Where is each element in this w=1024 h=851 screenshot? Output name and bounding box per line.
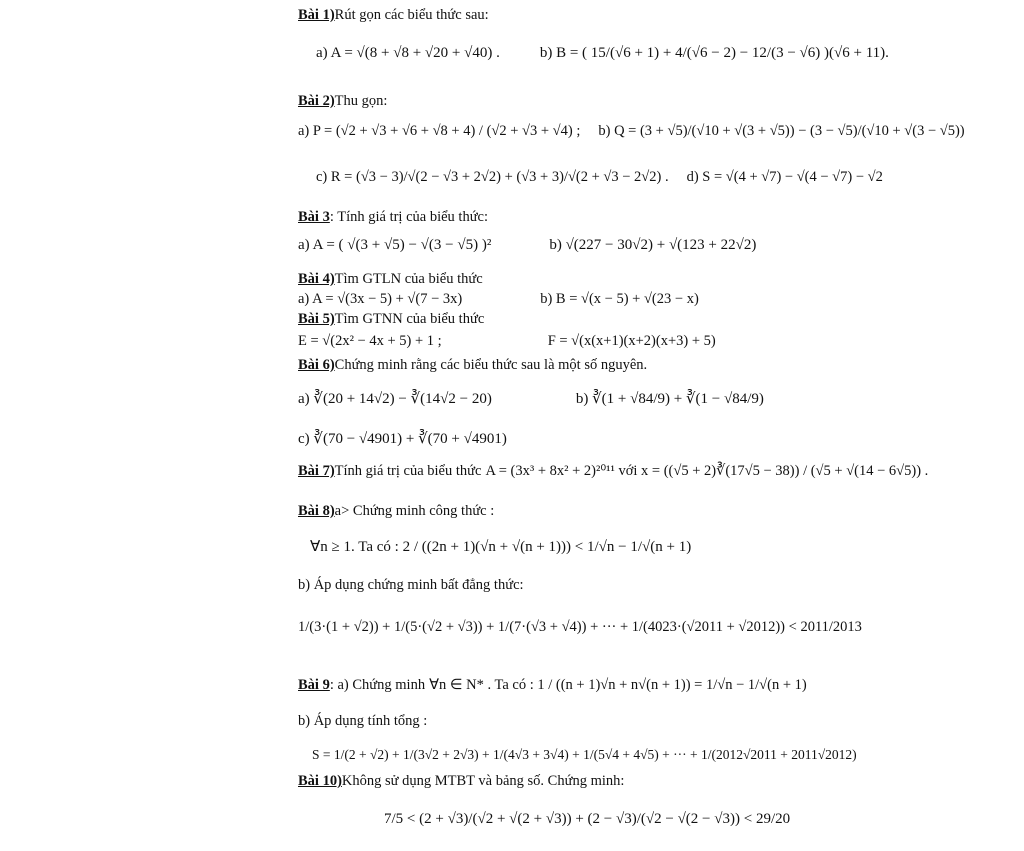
problem-4-expressions [298,290,717,308]
expr-6c: c) ∛(70 − √4901) + ∛(70 + √4901) [298,431,507,447]
expr-1a: a) A = √(8 + √8 + √20 + √40) . [316,45,500,61]
expr-2d: d) S = √(4 + √7) − √(4 − √7) − √2 [686,169,883,185]
problem-8-heading [298,502,494,520]
problem-9 [298,676,807,694]
problem-1-heading [298,6,489,24]
problem-text: Tính giá trị của biểu thức [334,463,482,479]
problem-2-row-1 [298,122,983,140]
expr-5e: E = √(2x² − 4x + 5) + 1 ; [298,333,442,349]
expr-6a: a) ∛(20 + 14√2) − ∛(14√2 − 20) [298,391,492,407]
expr-3b: b) √(227 − 30√2) + √(123 + 22√2) [549,237,757,253]
problem-8b [298,618,862,636]
problem-9b-heading [298,712,427,730]
problem-text: Tìm GTNN của biểu thức [334,311,485,327]
problem-3-heading [298,208,488,226]
problem-6-row-2 [298,430,525,448]
expr-2a: a) P = (√2 + √3 + √6 + √8 + 4) / (√2 + √3 + √4) ; [298,123,581,139]
problem-10-heading [298,772,624,790]
expr-10: 7/5 < (2 + √3)/(√2 + √(2 + √3)) + (2 − √3)/(√2 − √(2 − √3)) < 29/20 [384,811,791,827]
problem-text: Rút gọn các biểu thức sau: [334,7,489,23]
problem-text: Không sử dụng MTBT và bảng số. Chứng minh: [341,773,625,789]
problem-text: Chứng minh rằng các biểu thức sau là một số nguyên. [334,357,648,373]
problem-label: Bài 6) [298,357,335,373]
problem-text: Thu gọn: [334,93,388,109]
problem-3-expressions [298,236,774,254]
problem-2-row-2 [316,168,901,186]
problem-1-expressions [316,44,907,62]
expr-5f: F = √(x(x+1)(x+2)(x+3) + 5) [547,333,716,349]
problem-10-expression [384,810,790,828]
expr-2c: c) R = (√3 − 3)/√(2 − √3 + 2√2) + (√3 + 3)/√(2 + √3 − 2√2) . [316,169,669,185]
problem-text: Tìm GTLN của biểu thức [334,271,483,287]
expr-6b: b) ∛(1 + √84/9) + ∛(1 − √84/9) [575,391,764,407]
problem-7 [298,462,928,480]
problem-8a [310,538,691,556]
problem-text: : a) Chứng minh [329,677,426,693]
problem-label: Bài 1) [298,7,335,23]
expr-9b: S = 1/(2 + √2) + 1/(3√2 + 2√3) + 1/(4√3 + 3√4) + 1/(5√4 + 4√5) + ··· + 1/(2012√2011 + 2011√2012) [312,747,857,762]
problem-text: a> Chứng minh công thức : [334,503,495,519]
problem-label: Bài 8) [298,503,335,519]
problem-8b-heading [298,576,524,594]
expr-4b: b) B = √(x − 5) + √(23 − x) [540,291,699,307]
problem-9b [312,746,857,764]
expr-8a: ∀n ≥ 1. Ta có : 2 / ((2n + 1)(√n + √(n + 1))) < 1/√n − 1/√(n + 1) [310,539,692,555]
expr-7: A = (3x³ + 8x² + 2)²⁰¹¹ với x = ((√5 + 2)∛(17√5 − 38)) / (√5 + √(14 − 6√5)) . [485,463,929,479]
problem-5-expressions [298,332,734,350]
problem-text: b) Áp dụng chứng minh bất đẳng thức: [298,577,524,593]
problem-2-heading [298,92,387,110]
expr-4a: a) A = √(3x − 5) + √(7 − 3x) [298,291,463,307]
problem-text: b) Áp dụng tính tổng : [298,713,428,729]
problem-label: Bài 7) [298,463,335,479]
problem-text: : Tính giá trị của biểu thức: [329,209,489,225]
expr-3a: a) A = ( √(3 + √5) − √(3 − √5) )² [298,237,492,253]
problem-label: Bài 10) [298,773,342,789]
problem-6-row-1 [298,390,782,408]
expr-8b: 1/(3·(1 + √2)) + 1/(5·(√2 + √3)) + 1/(7·(√3 + √4)) + ··· + 1/(4023·(√2011 + √2012)) < 2011/2013 [298,619,862,635]
expr-9a: ∀n ∈ N* . Ta có : 1 / ((n + 1)√n + n√(n + 1)) = 1/√n − 1/√(n + 1) [429,677,807,693]
expr-1b: b) B = ( 15/(√6 + 1) + 4/(√6 − 2) − 12/(3 − √6) )(√6 + 11). [539,45,889,61]
problem-6-heading [298,356,647,374]
problem-4-heading [298,270,483,288]
problem-5-heading [298,310,484,328]
problem-label: Bài 4) [298,271,335,287]
problem-label: Bài 2) [298,93,335,109]
expr-2b: b) Q = (3 + √5)/(√10 + √(3 + √5)) − (3 − √5)/(√10 + √(3 − √5)) [598,123,965,139]
problem-label: Bài 3 [298,209,330,225]
problem-label: Bài 9 [298,677,330,693]
problem-label: Bài 5) [298,311,335,327]
